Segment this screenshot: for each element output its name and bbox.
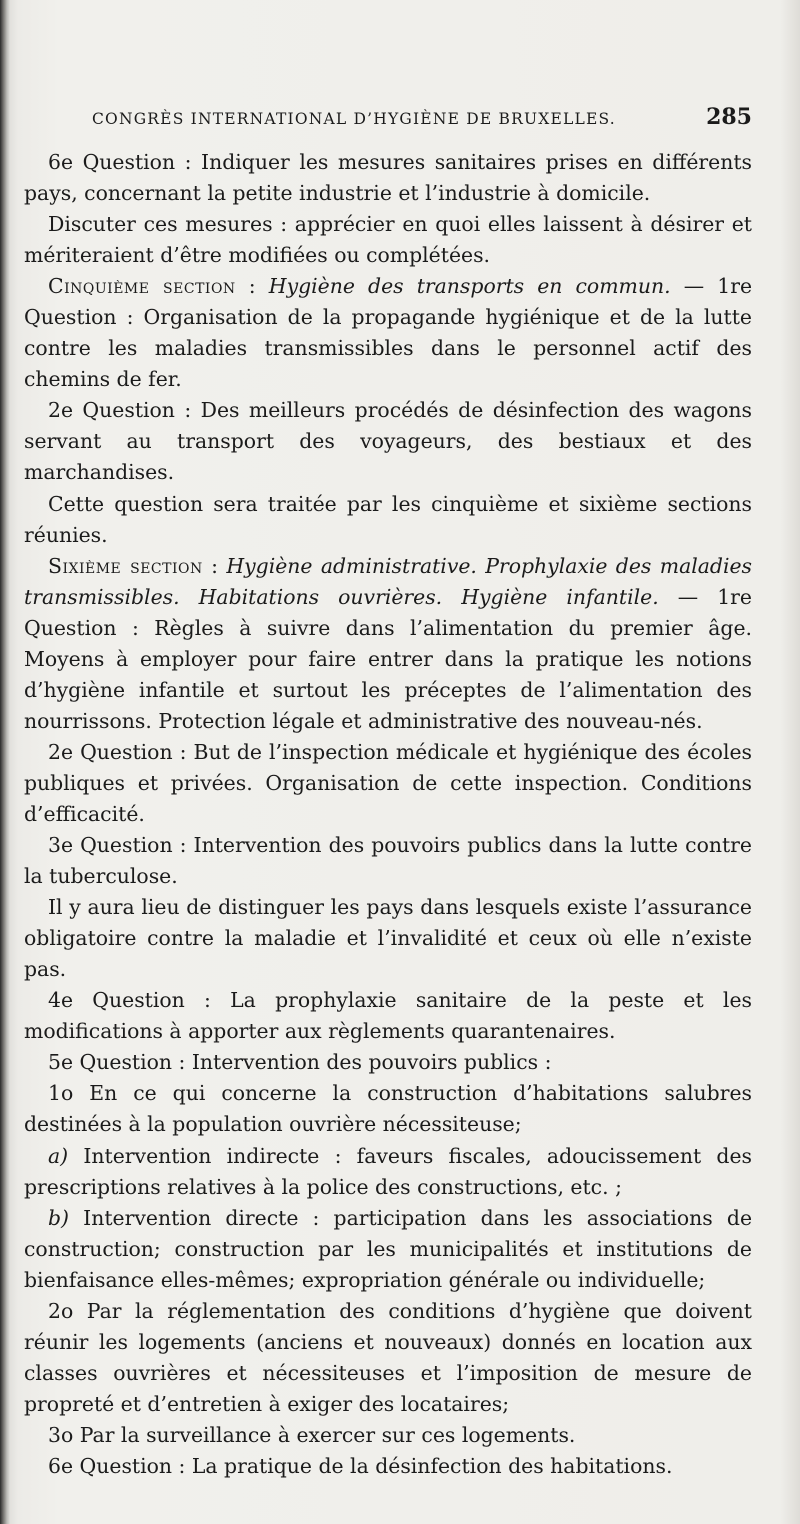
paragraph-text: 3e Question : Intervention des pouvoirs publics dans la lutte contre la tuberculose. bbox=[24, 833, 752, 889]
paragraph-text: 1o En ce qui concerne la construction d’habitations salubres destinées à la population ouvrière nécessiteuse; bbox=[24, 1081, 752, 1137]
paragraph bbox=[24, 1047, 752, 1078]
section-separator: : bbox=[211, 553, 218, 578]
paragraph-text: Intervention directe : participation dans les associations de construction; construction par les municipalités et institutions de bienfaisance elles-mêmes; expropriation générale ou individuelle; bbox=[24, 1205, 753, 1292]
paragraph bbox=[24, 395, 752, 488]
paragraph-text: Intervention indirecte : faveurs fiscales, adoucissement des prescriptions relatives à la police des constructions, etc. ; bbox=[24, 1143, 753, 1199]
paragraph-text: 5e Question : Intervention des pouvoirs publics : bbox=[48, 1050, 552, 1075]
paragraph-text: 3o Par la surveillance à exercer sur ces logements. bbox=[48, 1422, 576, 1447]
running-head: CONGRÈS INTERNATIONAL D’HYGIÈNE DE BRUXELLES. bbox=[92, 110, 616, 128]
section-paragraph-fifth bbox=[24, 271, 752, 395]
paragraph-text: 2e Question : But de l’inspection médicale et hygiénique des écoles publiques et privées. Organisation de cette inspection. Conditions d’efficacité. bbox=[24, 739, 752, 826]
section-label-sixth: Sixième section bbox=[48, 553, 203, 578]
paragraph-text: 6e Question : Indiquer les mesures sanitaires prises en différents pays, concernant la petite industrie et l’industrie à domicile. bbox=[24, 150, 752, 206]
list-item-b bbox=[24, 1203, 752, 1296]
paragraph-text: Il y aura lieu de distinguer les pays dans lesquels existe l’assurance obligatoire contre la maladie et l’invalidité et ceux où elle n’existe pas. bbox=[24, 895, 752, 982]
paragraph bbox=[24, 737, 752, 830]
section-dash: — bbox=[683, 274, 705, 299]
section-label-fifth: Cinquième section bbox=[48, 274, 236, 299]
paragraph-text: 6e Question : La pratique de la désinfection des habitations. bbox=[48, 1453, 673, 1478]
section-separator: : bbox=[248, 274, 256, 299]
paragraph bbox=[24, 985, 752, 1047]
paragraph-text: 1re Question : Organisation de la propagande hygiénique et de la lutte contre les maladies transmissibles dans le personnel actif des chemins de fer. bbox=[24, 274, 753, 392]
paragraph bbox=[24, 830, 752, 892]
paragraph-text: Discuter ces mesures : apprécier en quoi elles laissent à désirer et mériteraient d’être modifiées ou complétées. bbox=[24, 212, 752, 268]
paragraph bbox=[24, 1078, 752, 1140]
list-marker-a: a) bbox=[48, 1143, 69, 1168]
paragraph bbox=[24, 1451, 752, 1482]
page-body bbox=[24, 147, 752, 1482]
list-marker-b: b) bbox=[48, 1205, 70, 1230]
paragraph-text: 2o Par la réglementation des conditions d’hygiène que doivent réunir les logements (anciens et nouveaux) donnés en location aux classes ouvrières et nécessiteuses et l’imposition de mesure de propreté et d’entretien à exiger des locataires; bbox=[24, 1298, 752, 1416]
paragraph bbox=[24, 892, 752, 985]
section-title-sixth: Hygiène administrative. Prophylaxie des maladies transmissibles. Habitations ouvrières. Hygiène infantile. bbox=[24, 553, 753, 609]
paragraph bbox=[24, 1420, 752, 1451]
section-title-fifth: Hygiène des transports en commun. bbox=[268, 274, 671, 299]
paragraph bbox=[24, 1296, 752, 1420]
list-item-a bbox=[24, 1141, 752, 1203]
paragraph-text: — 1re Question : Règles à suivre dans l’alimentation du premier âge. Moyens à employer pour faire entrer dans la pratique les notions d’hygiène infantile et surtout les préceptes de l’alimentation des nourrissons. Protection légale et administrative des nouveau-nés. bbox=[24, 584, 752, 733]
paragraph-text: Cette question sera traitée par les cinquième et sixième sections réunies. bbox=[24, 491, 752, 547]
paragraph bbox=[24, 209, 752, 271]
section-paragraph-sixth bbox=[24, 551, 752, 737]
paragraph bbox=[24, 489, 752, 551]
paragraph bbox=[24, 147, 752, 209]
page-number: 285 bbox=[706, 104, 752, 130]
page-gutter-shadow bbox=[0, 0, 10, 1524]
paragraph-text: 2e Question : Des meilleurs procédés de désinfection des wagons servant au transport des voyageurs, des bestiaux et des marchandises. bbox=[24, 398, 752, 485]
paragraph-text: 4e Question : La prophylaxie sanitaire de la peste et les modifications à apporter aux règlements quarantenaires. bbox=[24, 988, 752, 1044]
page-header bbox=[92, 104, 752, 130]
